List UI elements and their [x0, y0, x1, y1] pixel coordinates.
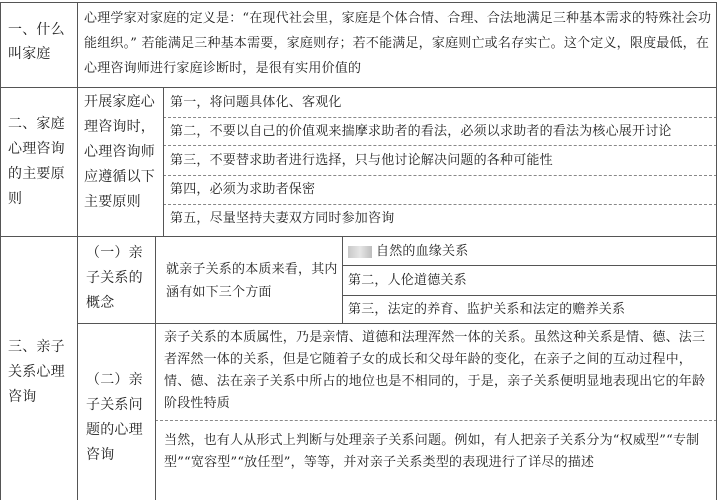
blurred-ordinal	[348, 246, 372, 258]
part1-description: 就亲子关系的本质来看，其内涵有如下三个方面	[166, 262, 338, 300]
principle-5: 第五，尽量坚持夫妻双方同时参加咨询	[170, 211, 395, 226]
principle-divider	[163, 145, 717, 146]
principle-divider	[163, 175, 717, 176]
principle-divider	[163, 117, 717, 118]
paragraph-divider	[155, 420, 717, 421]
principle-1: 第一，将问题具体化、客观化	[170, 95, 342, 110]
column-divider	[77, 2, 78, 500]
table-left-border	[0, 2, 1, 500]
section3-title: 三、亲子关系心理咨询	[8, 339, 65, 405]
table-top-border	[0, 2, 717, 3]
part1-title: （一）亲子关系的概念	[86, 245, 143, 311]
aspect-divider	[342, 295, 717, 296]
part2-paragraph-1: 亲子关系的本质属性，乃是亲情、道德和法理浑然一体的关系。虽然这种关系是情、德、法三者浑然一体的关系，但是它随着子女的成长和父母年龄的变化，在亲子之间的互动过程中，情、德、法在亲子关系中所占的地位也是不相同的，于是，亲子关系便明显地表现出它的年龄阶段性特质	[164, 330, 706, 411]
aspect-divider	[342, 265, 717, 266]
part2-title: （二）亲子关系问题的心理咨询	[86, 372, 143, 463]
section2-title: 二、家庭心理咨询的主要原则	[8, 116, 65, 207]
aspect-1	[348, 241, 708, 262]
section1-title: 一、什么叫家庭	[8, 22, 65, 62]
section1-content: 心理学家对家庭的定义是：“在现代社会里，家庭是个体合情、合理、合法地满足三种基本需求的特殊社会功能组织。” 若能满足三种基本需要，家庭则存；若不能满足，家庭则亡或名存实亡。这个定义，限度最低，在心理咨询师进行家庭诊断时，是很有实用价值的	[84, 11, 712, 76]
column-divider	[155, 236, 156, 500]
subsection-divider	[77, 323, 717, 324]
aspect-1-text: 自然的血缘关系	[376, 244, 469, 259]
principle-2: 第二，不要以自己的价值观来揣摩求助者的看法，必须以求助者的看法为核心展开讨论	[170, 124, 672, 139]
section2-subtitle: 开展家庭心理咨询时，心理咨询师应遵循以下主要原则	[84, 94, 155, 210]
aspect-3: 第三，法定的养育、监护关系和法定的赡养关系	[348, 302, 626, 317]
principle-divider	[163, 204, 717, 205]
principle-4: 第四，必须为求助者保密	[170, 182, 316, 197]
row-divider	[0, 87, 717, 88]
column-divider	[342, 236, 343, 323]
principle-3: 第三，不要替求助者进行选择，只与他讨论解决问题的各种可能性	[170, 153, 553, 168]
row-divider	[0, 236, 717, 237]
column-divider	[163, 87, 164, 236]
aspect-2: 第二，人伦道德关系	[348, 273, 467, 288]
part2-paragraph-2: 当然，也有人从形式上判断与处理亲子关系问题。例如，有人把亲子关系分为“权威型”“专制型”“宽容型”“放任型”，等等，并对亲子关系类型的表现进行了详尽的描述	[164, 433, 700, 470]
